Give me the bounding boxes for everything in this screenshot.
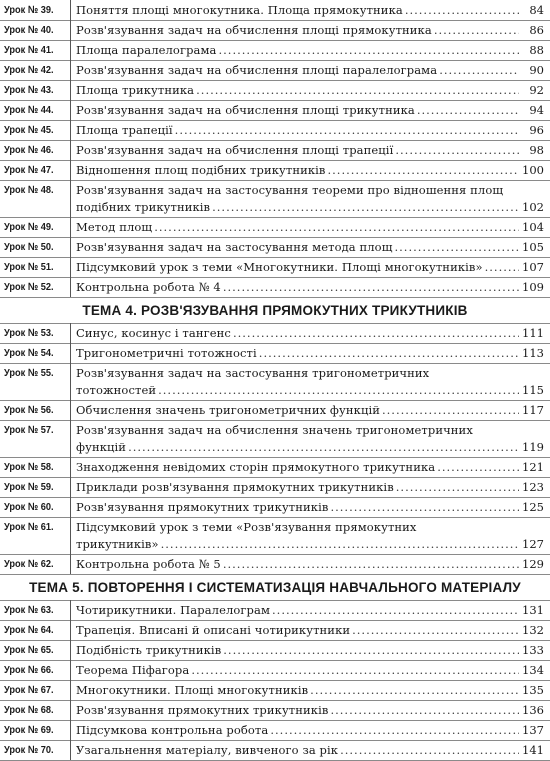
dot-leader xyxy=(223,642,519,659)
toc-entry xyxy=(0,40,550,60)
lesson-title xyxy=(76,239,521,256)
column-divider xyxy=(70,120,71,140)
toc-entry xyxy=(0,680,550,700)
lesson-title-line xyxy=(76,62,521,79)
lesson-title-text: Розв'язування задач на обчислення площі трапеції xyxy=(76,142,394,157)
lesson-title xyxy=(76,479,521,496)
lesson-number: Урок № 64. xyxy=(4,623,54,636)
lesson-number: Урок № 47. xyxy=(4,163,54,176)
lesson-number: Урок № 61. xyxy=(4,520,54,533)
page-number: 96 xyxy=(529,122,544,137)
lesson-number: Урок № 59. xyxy=(4,480,54,493)
lesson-title-text: Знаходження невідомих сторін прямокутного трикутника xyxy=(76,459,436,474)
column-divider xyxy=(70,400,71,420)
lesson-number: Урок № 65. xyxy=(4,643,54,656)
lesson-title-line xyxy=(76,722,521,739)
toc-entry xyxy=(0,457,550,477)
toc-entry xyxy=(0,0,550,20)
lesson-title xyxy=(76,345,521,362)
lesson-title-line xyxy=(76,122,521,139)
toc-entry xyxy=(0,700,550,720)
column-divider xyxy=(70,700,71,720)
column-divider xyxy=(70,20,71,40)
dot-leader xyxy=(340,742,519,759)
lesson-title-text: Розв'язування задач на застосування тригонометричних xyxy=(76,365,430,380)
page-number: 111 xyxy=(522,325,544,340)
page-number: 127 xyxy=(522,536,544,551)
lesson-title xyxy=(76,142,521,159)
dot-leader xyxy=(382,402,519,419)
dot-leader xyxy=(154,219,519,236)
toc-entry xyxy=(0,600,550,620)
dot-leader xyxy=(330,702,519,719)
dot-leader xyxy=(405,2,519,19)
toc-entry xyxy=(0,740,550,760)
lesson-title-line xyxy=(76,602,521,619)
lesson-number: Урок № 56. xyxy=(4,403,54,416)
lesson-title-text: Розв'язування задач на застосування метода площ xyxy=(76,239,393,254)
page-number: 105 xyxy=(522,239,544,254)
column-divider xyxy=(70,497,71,517)
lesson-title xyxy=(76,682,521,699)
column-divider xyxy=(70,80,71,100)
lesson-title-line xyxy=(76,102,521,119)
lesson-title xyxy=(76,742,521,759)
column-divider xyxy=(70,477,71,497)
lesson-title-text: Розв'язування прямокутних трикутників xyxy=(76,702,329,717)
page-number: 132 xyxy=(522,622,544,637)
lesson-title-text: Метод площ xyxy=(76,219,153,234)
dot-leader xyxy=(330,499,519,516)
lesson-title-text: Теорема Піфагора xyxy=(76,662,190,677)
lesson-title-line xyxy=(76,365,521,382)
column-divider xyxy=(70,100,71,120)
dot-leader xyxy=(233,325,519,342)
column-divider xyxy=(70,420,71,457)
page-number: 102 xyxy=(522,199,544,214)
lesson-title xyxy=(76,22,521,39)
page-number: 104 xyxy=(522,219,544,234)
lesson-title xyxy=(76,459,521,476)
column-divider xyxy=(70,457,71,477)
toc-entry xyxy=(0,20,550,40)
page-number: 115 xyxy=(522,382,544,397)
column-divider xyxy=(70,257,71,277)
column-divider xyxy=(70,600,71,620)
lesson-title-line xyxy=(76,519,521,536)
lesson-title-line xyxy=(76,439,521,456)
page-number: 98 xyxy=(529,142,544,157)
lesson-number: Урок № 69. xyxy=(4,723,54,736)
lesson-title-line xyxy=(76,662,521,679)
dot-leader xyxy=(439,62,519,79)
dot-leader xyxy=(212,199,519,216)
column-divider xyxy=(70,160,71,180)
page-number: 94 xyxy=(529,102,544,117)
lesson-title-line xyxy=(76,182,521,199)
page-number: 92 xyxy=(529,82,544,97)
lesson-title-line xyxy=(76,459,521,476)
column-divider xyxy=(70,554,71,574)
lesson-number: Урок № 41. xyxy=(4,43,54,56)
dot-leader xyxy=(272,602,519,619)
column-divider xyxy=(70,720,71,740)
page-number: 136 xyxy=(522,702,544,717)
lesson-title-text: Подібність трикутників xyxy=(76,642,222,657)
lesson-title-text: Многокутники. Площі многокутників xyxy=(76,682,309,697)
dot-leader xyxy=(223,556,519,573)
lesson-title xyxy=(76,122,521,139)
topic-heading: ТЕМА 5. ПОВТОРЕННЯ І СИСТЕМАТИЗАЦІЯ НАВЧАЛЬНОГО МАТЕРІАЛУ xyxy=(29,580,521,595)
lesson-number: Урок № 66. xyxy=(4,663,54,676)
column-divider xyxy=(70,620,71,640)
lesson-title-line xyxy=(76,219,521,236)
page-number: 90 xyxy=(529,62,544,77)
page-number: 86 xyxy=(529,22,544,37)
lesson-title-text: Розв'язування задач на застосування теореми про відношення площ xyxy=(76,182,504,197)
page-number: 119 xyxy=(522,439,544,454)
column-divider xyxy=(70,660,71,680)
lesson-title-line xyxy=(76,536,521,553)
page-number: 117 xyxy=(522,402,544,417)
lesson-title xyxy=(76,259,521,276)
toc-entry xyxy=(0,140,550,160)
toc-entry xyxy=(0,497,550,517)
lesson-title-line xyxy=(76,2,521,19)
toc-entry xyxy=(0,257,550,277)
lesson-title-text: трикутників» xyxy=(76,536,159,551)
lesson-title xyxy=(76,622,521,639)
column-divider xyxy=(70,217,71,237)
lesson-number: Урок № 57. xyxy=(4,423,54,436)
page-number: 123 xyxy=(522,479,544,494)
dot-leader xyxy=(434,22,519,39)
lesson-number: Урок № 50. xyxy=(4,240,54,253)
toc-entry xyxy=(0,120,550,140)
lesson-title xyxy=(76,402,521,419)
lesson-title-line xyxy=(76,682,521,699)
row-divider xyxy=(0,297,550,298)
column-divider xyxy=(70,0,71,20)
lesson-title-line xyxy=(76,279,521,296)
page-number: 131 xyxy=(522,602,544,617)
lesson-number: Урок № 70. xyxy=(4,743,54,756)
lesson-title-text: Площа трапеції xyxy=(76,122,173,137)
lesson-title-text: Площа паралелограма xyxy=(76,42,217,57)
page-number: 129 xyxy=(522,556,544,571)
page-number: 135 xyxy=(522,682,544,697)
lesson-title-line xyxy=(76,142,521,159)
lesson-number: Урок № 51. xyxy=(4,260,54,273)
toc-entry xyxy=(0,160,550,180)
dot-leader xyxy=(259,345,519,362)
page-number: 137 xyxy=(522,722,544,737)
column-divider xyxy=(70,277,71,297)
toc-entry xyxy=(0,237,550,257)
lesson-number: Урок № 68. xyxy=(4,703,54,716)
dot-leader xyxy=(328,162,520,179)
toc-entry xyxy=(0,323,550,343)
lesson-title-line xyxy=(76,402,521,419)
column-divider xyxy=(70,640,71,660)
lesson-number: Урок № 63. xyxy=(4,603,54,616)
toc-entry xyxy=(0,620,550,640)
toc-entry xyxy=(0,60,550,80)
lesson-title xyxy=(76,162,521,179)
toc-entry xyxy=(0,554,550,574)
toc-entry xyxy=(0,100,550,120)
lesson-title-text: Контрольна робота № 4 xyxy=(76,279,221,294)
lesson-title xyxy=(76,642,521,659)
page-number: 100 xyxy=(522,162,544,177)
column-divider xyxy=(70,180,71,217)
dot-leader xyxy=(417,102,519,119)
lesson-title-line xyxy=(76,702,521,719)
lesson-title xyxy=(76,556,521,573)
column-divider xyxy=(70,237,71,257)
lesson-number: Урок № 67. xyxy=(4,683,54,696)
lesson-number: Урок № 54. xyxy=(4,346,54,359)
lesson-title-text: Площа трикутника xyxy=(76,82,195,97)
column-divider xyxy=(70,40,71,60)
dot-leader xyxy=(352,622,519,639)
page-number: 134 xyxy=(522,662,544,677)
lesson-title-line xyxy=(76,622,521,639)
lesson-title-line xyxy=(76,259,521,276)
lesson-title-text: Поняття площі многокутника. Площа прямокутника xyxy=(76,2,403,17)
toc-entry xyxy=(0,217,550,237)
lesson-title-line xyxy=(76,239,521,256)
column-divider xyxy=(70,680,71,700)
lesson-title xyxy=(76,422,521,456)
lesson-title-text: Підсумкова контрольна робота xyxy=(76,722,269,737)
dot-leader xyxy=(191,662,519,679)
lesson-title-line xyxy=(76,382,521,399)
lesson-title-line xyxy=(76,499,521,516)
lesson-title xyxy=(76,365,521,399)
page-number: 109 xyxy=(522,279,544,294)
lesson-title-text: Синус, косинус і тангенс xyxy=(76,325,231,340)
lesson-title-text: Розв'язування задач на обчислення площі прямокутника xyxy=(76,22,432,37)
dot-leader xyxy=(437,459,519,476)
lesson-title-line xyxy=(76,345,521,362)
lesson-title-text: Розв'язування задач на обчислення площі паралелограма xyxy=(76,62,438,77)
dot-leader xyxy=(158,382,519,399)
lesson-title-line xyxy=(76,642,521,659)
lesson-number: Урок № 43. xyxy=(4,83,54,96)
dot-leader xyxy=(128,439,519,456)
page-number: 107 xyxy=(522,259,544,274)
lesson-title-text: Контрольна робота № 5 xyxy=(76,556,221,571)
lesson-number: Урок № 52. xyxy=(4,280,54,293)
toc-entry xyxy=(0,517,550,554)
lesson-title xyxy=(76,62,521,79)
toc-entry xyxy=(0,660,550,680)
topic-heading: ТЕМА 4. РОЗВ'ЯЗУВАННЯ ПРЯМОКУТНИХ ТРИКУТНИКІВ xyxy=(82,303,468,318)
column-divider xyxy=(70,363,71,400)
dot-leader xyxy=(396,479,519,496)
dot-leader xyxy=(223,279,519,296)
lesson-title xyxy=(76,182,521,216)
dot-leader xyxy=(196,82,519,99)
lesson-title-text: Тригонометричні тотожності xyxy=(76,345,257,360)
lesson-title-line xyxy=(76,422,521,439)
toc-entry xyxy=(0,363,550,400)
lesson-title-text: подібних трикутників xyxy=(76,199,211,214)
lesson-number: Урок № 49. xyxy=(4,220,54,233)
lesson-title-text: Приклади розв'язування прямокутних трикутників xyxy=(76,479,394,494)
lesson-title xyxy=(76,2,521,19)
lesson-title-line xyxy=(76,556,521,573)
page-number: 88 xyxy=(529,42,544,57)
dot-leader xyxy=(161,536,519,553)
lesson-title xyxy=(76,279,521,296)
lesson-title-text: Чотирикутники. Паралелограм xyxy=(76,602,271,617)
lesson-title-line xyxy=(76,162,521,179)
lesson-title xyxy=(76,219,521,236)
lesson-title-text: Трапеція. Вписані й описані чотирикутники xyxy=(76,622,351,637)
lesson-title-text: Підсумковий урок з теми «Розв'язування прямокутних xyxy=(76,519,417,534)
dot-leader xyxy=(395,142,519,159)
lesson-number: Урок № 39. xyxy=(4,3,54,16)
page-number: 121 xyxy=(522,459,544,474)
column-divider xyxy=(70,517,71,554)
lesson-title xyxy=(76,102,521,119)
lesson-title-text: Обчислення значень тригонометричних функцій xyxy=(76,402,380,417)
column-divider xyxy=(70,60,71,80)
lesson-number: Урок № 45. xyxy=(4,123,54,136)
lesson-title xyxy=(76,702,521,719)
lesson-title xyxy=(76,325,521,342)
page-number: 113 xyxy=(522,345,544,360)
page-number: 133 xyxy=(522,642,544,657)
dot-leader xyxy=(218,42,519,59)
lesson-title xyxy=(76,519,521,553)
toc-entry xyxy=(0,640,550,660)
lesson-title-line xyxy=(76,42,521,59)
toc-entry xyxy=(0,80,550,100)
lesson-title xyxy=(76,662,521,679)
lesson-number: Урок № 40. xyxy=(4,23,54,36)
dot-leader xyxy=(175,122,519,139)
column-divider xyxy=(70,740,71,760)
lesson-title-line xyxy=(76,82,521,99)
lesson-title-text: Узагальнення матеріалу, вивченого за рік xyxy=(76,742,339,757)
toc-entry xyxy=(0,180,550,217)
row-divider xyxy=(0,574,550,575)
lesson-number: Урок № 42. xyxy=(4,63,54,76)
toc-entry xyxy=(0,477,550,497)
lesson-title-text: Відношення площ подібних трикутників xyxy=(76,162,326,177)
lesson-title-text: Підсумковий урок з теми «Многокутники. Площі многокутників» xyxy=(76,259,483,274)
lesson-number: Урок № 44. xyxy=(4,103,54,116)
toc-entry xyxy=(0,277,550,297)
toc-entry xyxy=(0,343,550,363)
toc-entry xyxy=(0,400,550,420)
lesson-title xyxy=(76,42,521,59)
lesson-title xyxy=(76,602,521,619)
toc-entry xyxy=(0,720,550,740)
lesson-number: Урок № 53. xyxy=(4,326,54,339)
dot-leader xyxy=(270,722,519,739)
lesson-title xyxy=(76,82,521,99)
lesson-title-text: Розв'язування прямокутних трикутників xyxy=(76,499,329,514)
page-number: 84 xyxy=(529,2,544,17)
page-number: 125 xyxy=(522,499,544,514)
lesson-title xyxy=(76,722,521,739)
lesson-number: Урок № 48. xyxy=(4,183,54,196)
lesson-title-text: Розв'язування задач на обчислення площі трикутника xyxy=(76,102,415,117)
lesson-number: Урок № 60. xyxy=(4,500,54,513)
column-divider xyxy=(70,140,71,160)
lesson-title-line xyxy=(76,742,521,759)
lesson-title-text: тотожностей xyxy=(76,382,157,397)
toc-entry xyxy=(0,420,550,457)
page-number: 141 xyxy=(522,742,544,757)
lesson-title-line xyxy=(76,199,521,216)
lesson-title-text: Розв'язування задач на обчислення значень тригонометричних xyxy=(76,422,473,437)
lesson-title-text: функцій xyxy=(76,439,127,454)
lesson-title-line xyxy=(76,22,521,39)
lesson-number: Урок № 55. xyxy=(4,366,54,379)
lesson-title xyxy=(76,499,521,516)
column-divider xyxy=(70,343,71,363)
lesson-number: Урок № 58. xyxy=(4,460,54,473)
dot-leader xyxy=(310,682,519,699)
lesson-number: Урок № 62. xyxy=(4,557,54,570)
lesson-title-line xyxy=(76,325,521,342)
lesson-number: Урок № 46. xyxy=(4,143,54,156)
dot-leader xyxy=(394,239,519,256)
lesson-title-line xyxy=(76,479,521,496)
column-divider xyxy=(70,323,71,343)
